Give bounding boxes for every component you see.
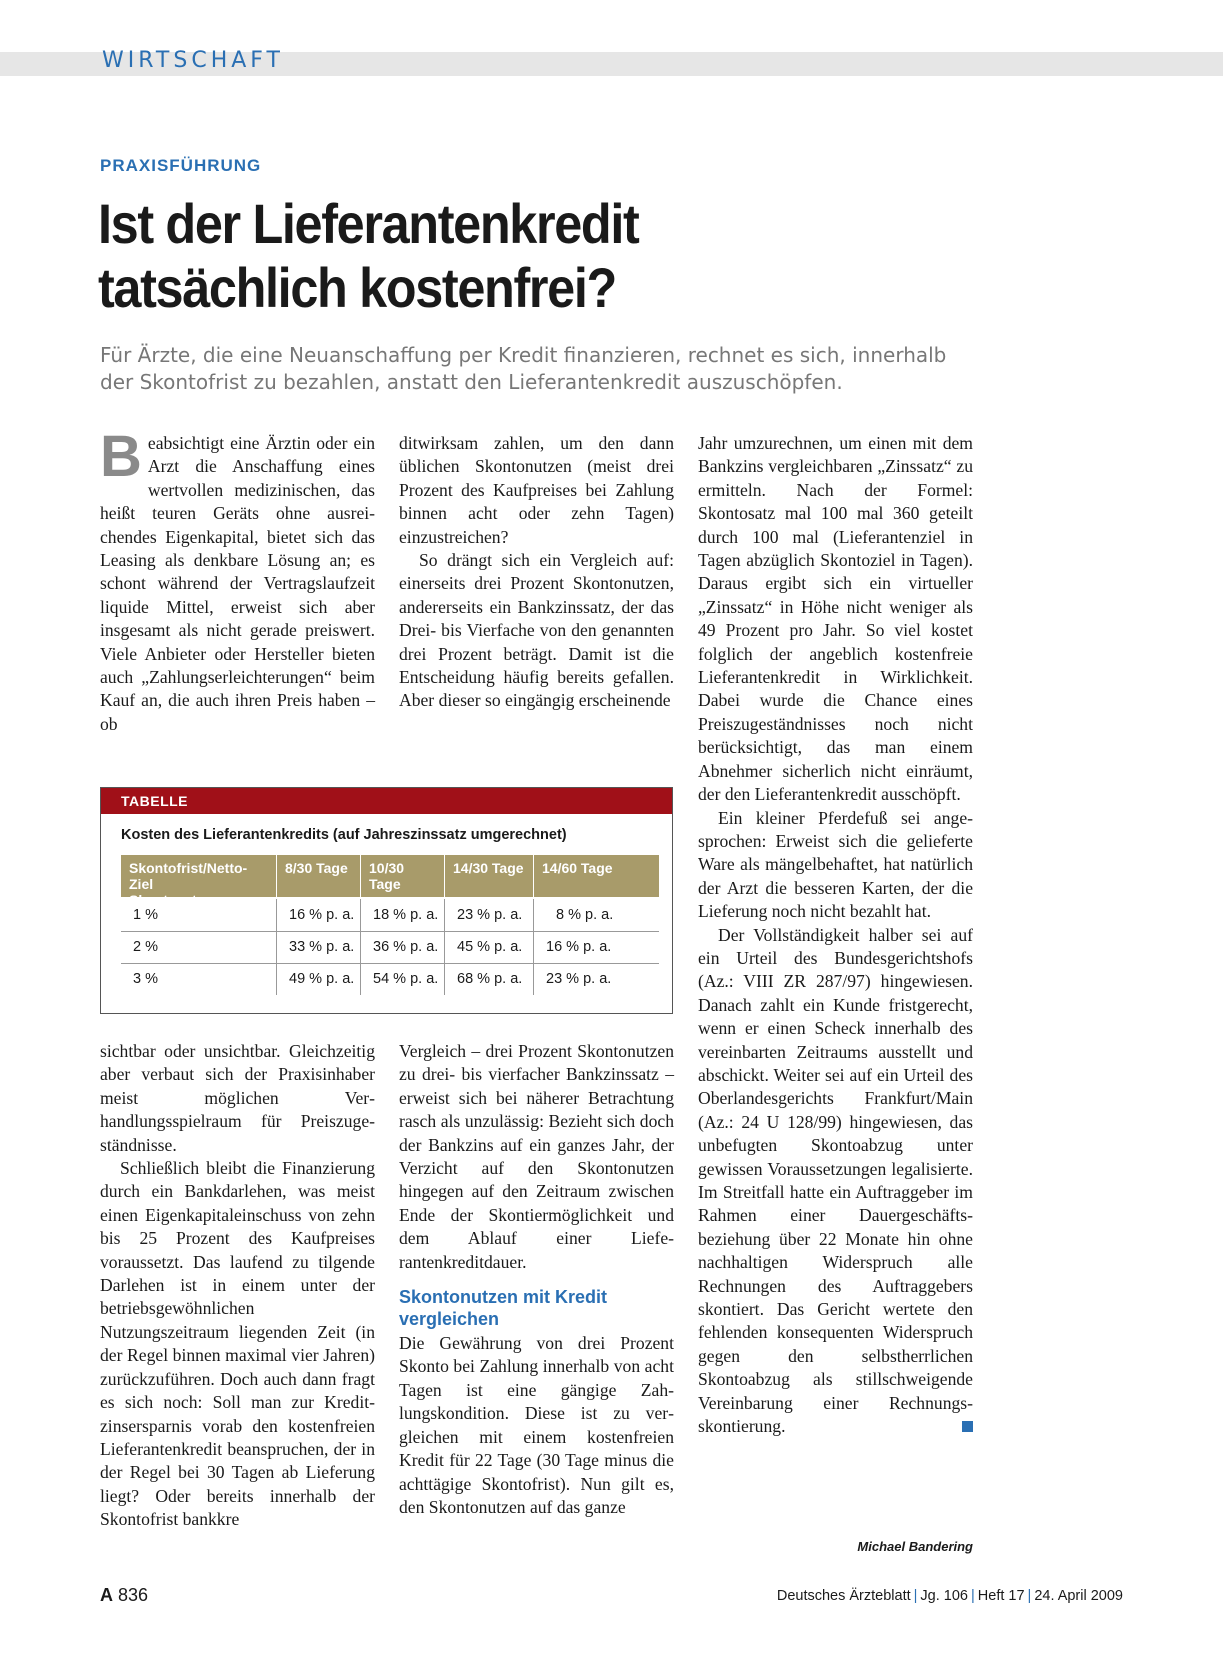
subheading: Skontonutzen mit Kredit vergleichen <box>399 1287 607 1330</box>
journal-volume: Jg. 106 <box>920 1588 968 1604</box>
table-header-col0-line1: Skontofrist/Netto-Ziel <box>129 860 248 892</box>
table-cell: 2 % <box>133 939 158 955</box>
table-cell: 49 % p. a. <box>289 971 355 987</box>
table-cell: 1 % <box>133 907 158 923</box>
table-cell: 16 % p. a. <box>546 939 612 955</box>
headline <box>98 192 818 320</box>
section-label: WIRTSCHAFT <box>102 48 284 73</box>
table-cell: 8 % p. a. <box>556 907 614 923</box>
col2-paragraph-2: So drängt sich ein Vergleich auf: einerseits drei Prozent Skontonutzen, andererseits ein Bankzinssatz, der das Drei- bis Vierfache von den genannten drei Prozent beträgt. Damit ist die Entscheidung häufig bereits gefallen. Aber dieser so eingängig erscheinende <box>399 550 674 711</box>
table-cell: 33 % p. a. <box>289 939 355 955</box>
lead-paragraph: Für Ärzte, die eine Neuanschaffung per Kredit finanzieren, rechnet es sich, innerhalb der Skontofrist zu bezahlen, anstatt den Lieferantenkredit auszuschöpfen. <box>100 343 947 394</box>
column-1-bottom <box>100 1040 375 1532</box>
col3-paragraph-3: Der Vollständigkeit halber sei auf ein Urteil des Bundesgerichtshofs (Az.: VIII ZR 287/97) hingewiesen. Danach zahlt ein Kunde fristgerecht, wenn er einen Scheck innerhalb des vereinbarten Zeitraums ausstellt und abschickt. Weiter sei auf ein Urteil des Oberlandesgerichts Frankfurt/Main (Az.: 24 U 128/99) hingewiesen, das unbefugten Skontoabzug unter gewissen Voraussetzungen legalisierte. Im Streitfall hatte ein Auftraggeber im Rahmen einer Dauergeschäftsbeziehung über 22 Monate hin ohne nachhaltigen Widerspruch alle Rechnungen des Auftraggebers skontiert. Das Gericht wertete den fehlenden konsequenten Widerspruch gegen den selbstherrlichen Skontoabzug als stillschweigende Vereinbarung einer Rechnungsskontierung. <box>698 924 973 1437</box>
col3-paragraph-1: Jahr umzurechnen, um einen mit dem Bankzins vergleichbaren „Zinssatz“ zu ermitteln. Nach der Formel: Skontosatz mal 100 mal 360 geteilt durch 100 mal (Lieferantenziel in Tagen abzüglich Skontoziel in Tagen). Daraus ergibt sich ein virtueller „Zinssatz“ in Höhe nicht weniger als 49 Prozent pro Jahr. So viel kostet folglich der angeblich kostenfreie Lieferantenkredit in Wirklichkeit. Dabei wurde die Chance eines Preiszugeständnisses noch nicht berücksichtigt, das man einem Abnehmer sicherlich nicht einräumt, der den Lieferantenkredit ausschöpft. <box>698 433 973 805</box>
table-cell: 23 % p. a. <box>546 971 612 987</box>
author-byline: Michael Bandering <box>857 1539 973 1554</box>
column-1-top <box>100 424 375 736</box>
page-number-value: 836 <box>118 1585 149 1605</box>
table-label: TABELLE <box>121 793 189 809</box>
table-header-col0-line2: Skontosatz <box>129 892 204 908</box>
col3-paragraph-2: Ein kleiner Pferdefuß sei angesprochen: Erweist sich die gelieferte Ware als mängelbehaftet, hat natürlich der Arzt die besseren Karten, der die Lieferung noch nicht bezahlt hat. <box>698 807 973 922</box>
column-2-top <box>399 432 674 713</box>
table-header-col1: 8/30 Tage <box>277 855 360 897</box>
separator: | <box>971 1588 975 1604</box>
col1-paragraph-1-continued: sichtbar oder unsichtbar. Gleichzeitig aber verbaut sich der Praxisinhaber meist möglichen Verhandlungsspielraum für Preiszugeständnisse. <box>100 1041 375 1155</box>
table-col-divider <box>276 899 277 995</box>
cost-table <box>100 787 673 1014</box>
headline-line-2: tatsächlich kostenfrei? <box>98 256 616 319</box>
journal-info <box>777 1588 1123 1604</box>
table-cell: 45 % p. a. <box>457 939 523 955</box>
col2-paragraph-2-continued: Vergleich – drei Prozent Skontonutzen zu drei- bis vierfacher Bankzinssatz – erweist sich bei näherer Betrachtung rasch als unzulässig: Bezieht sich doch der Bankzins auf ein ganzes Jahr, der Verzicht auf den Skontonutzen hingegen auf den Zeitraum zwischen Ende der Skontiermöglichkeit und dem Ablauf einer Lieferantenkreditdauer. <box>399 1041 674 1272</box>
table-cell: 18 % p. a. <box>373 907 439 923</box>
col3-paragraph-3-wrap <box>698 924 973 1439</box>
table-caption: Kosten des Lieferantenkredits (auf Jahreszinssatz umgerechnet) <box>121 827 567 843</box>
col1-paragraph-1: eabsichtigt eine Ärztin oder ein Arzt die Anschaffung eines wertvollen medizinischen, das heißt teuren Geräts ohne ausreichendes Eigenkapital, bietet sich das Leasing als denkbare Lösung an; es schont während der Vertragslaufzeit liquide Mittel, erweist sich aber insgesamt als nicht gerade preiswert. Viele Anbieter oder Hersteller bieten auch „Zahlungserleichterungen“ beim Kauf an, die auch ihren Preis haben – ob <box>100 433 375 734</box>
table-header-col0 <box>121 855 276 908</box>
table-col-divider <box>533 899 534 995</box>
headline-line-1: Ist der Lieferantenkredit <box>98 192 639 255</box>
table-cell: 68 % p. a. <box>457 971 523 987</box>
page-prefix: A <box>100 1585 113 1605</box>
kicker: PRAXISFÜHRUNG <box>100 156 262 175</box>
table-cell: 54 % p. a. <box>373 971 439 987</box>
table-header-col2: 10/30 Tage <box>361 855 444 897</box>
table-col-divider <box>360 899 361 995</box>
separator: | <box>1027 1588 1032 1604</box>
table-cell: 16 % p. a. <box>289 907 355 923</box>
journal-issue: Heft 17 <box>977 1588 1025 1604</box>
journal-name: Deutsches Ärzteblatt <box>776 1588 911 1604</box>
journal-date: 24. April 2009 <box>1034 1588 1123 1604</box>
column-2-bottom <box>399 1040 674 1519</box>
table-header-col4: 14/60 Tage <box>534 855 659 897</box>
col1-paragraph-2: Schließlich bleibt die Finanzierung durch ein Bankdarlehen, was meist einen Eigenkapitaleinschuss von zehn bis 25 Prozent des Kaufpreises voraussetzt. Das laufend zu tilgende Darlehen ist in einem unter der betriebsgewöhnlichen Nutzungszeitraum liegenden Zeit (in der Regel binnen maximal vier Jahren) zurückzuführen. Doch auch dann fragt es sich noch: Soll man zur Kreditzinsersparnis vorab den kostenfreien Lieferantenkredit beanspruchen, der in der Regel bei 30 Tagen ab Lieferung liegt? Oder bereits innerhalb der Skontofrist bankkre <box>100 1158 375 1530</box>
table-cell: 36 % p. a. <box>373 939 439 955</box>
column-3 <box>698 432 973 1438</box>
dropcap: B <box>100 424 142 489</box>
table-cell: 23 % p. a. <box>457 907 523 923</box>
table-label-bar <box>101 788 672 814</box>
col2-paragraph-3: Die Gewährung von drei Prozent Skonto bei Zahlung innerhalb von acht Tagen ist eine gängige Zahlungskondition. Diese ist zu vergleichen mit einem kostenfreien Kredit für 22 Tage (30 Tage minus die achttägige Skontofrist). Nun gilt es, den Skontonutzen auf das ganze <box>399 1333 674 1517</box>
end-mark-icon <box>962 1421 973 1432</box>
page-number <box>100 1585 148 1606</box>
table-header-col3: 14/30 Tage <box>445 855 533 897</box>
separator: | <box>913 1588 918 1604</box>
table-cell: 3 % <box>133 971 158 987</box>
table-col-divider <box>444 899 445 995</box>
col2-paragraph-1: ditwirksam zahlen, um den dann üblichen Skontonutzen (meist drei Prozent des Kaufpreises bei Zahlung binnen acht oder zehn Tagen) einzustreichen? <box>399 433 674 547</box>
